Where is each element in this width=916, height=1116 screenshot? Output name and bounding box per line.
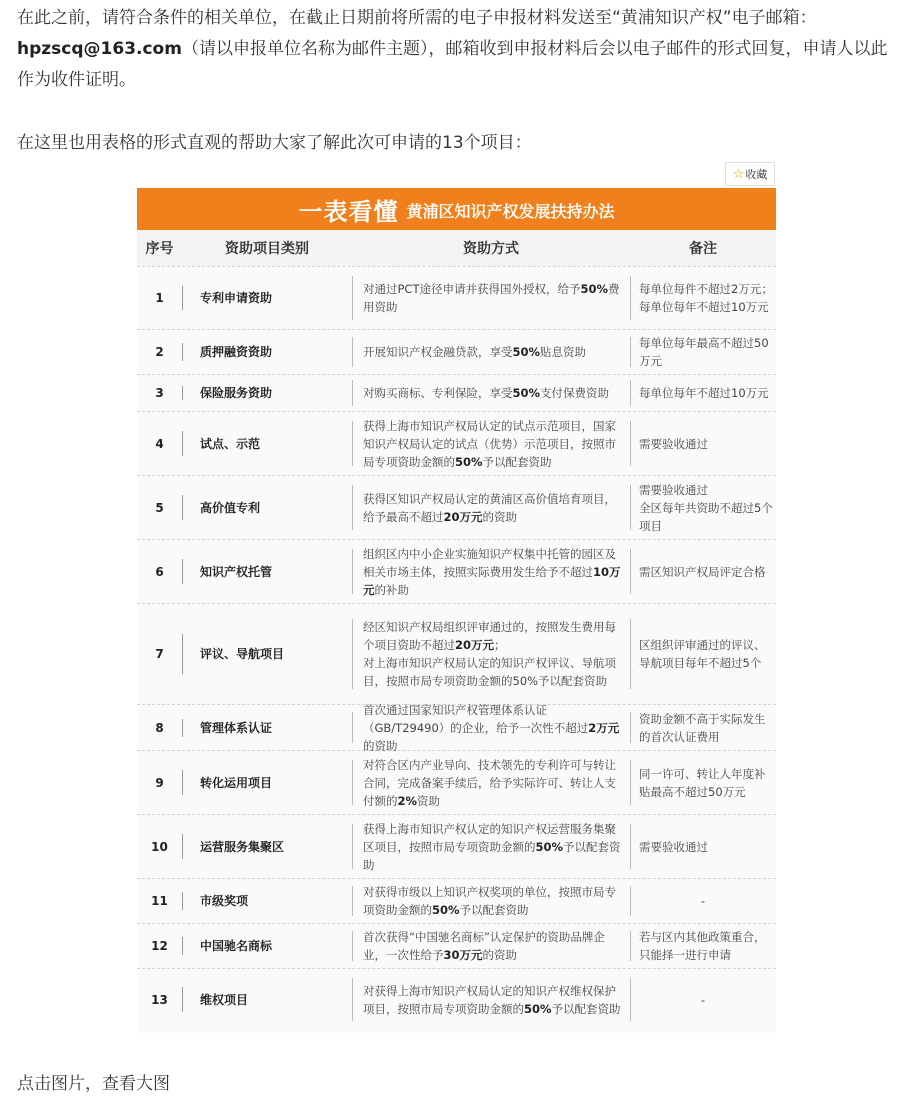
row-category: 管理体系认证 bbox=[182, 705, 352, 750]
note-text: 每单位每件不超过2万元； 每单位每年不超过10万元 bbox=[639, 282, 773, 314]
row-number: 4 bbox=[155, 436, 164, 451]
table-row bbox=[137, 968, 776, 1030]
note-text: 同一许可、转让人年度补贴最高不超过50万元 bbox=[639, 766, 766, 799]
note-text: 需要验收通过 bbox=[639, 436, 708, 451]
method-text: 获得上海市知识产权认定的知识产权运营服务集聚区项目，按照市局专项资助金额的 bbox=[363, 821, 616, 854]
method-highlight: 10万元 bbox=[363, 564, 621, 597]
row-note bbox=[630, 815, 776, 878]
table-row bbox=[137, 475, 776, 539]
note-text: 需区知识产权局评定合格 bbox=[639, 564, 766, 579]
table-row bbox=[137, 603, 776, 704]
table-header bbox=[137, 230, 776, 266]
method-text: 经区知识产权局组织评审通过的，按照发生费用每个项目资助不超过 bbox=[363, 620, 616, 652]
method-highlight: 30万元 bbox=[443, 948, 483, 962]
note-text: 每单位每年不超过10万元 bbox=[639, 386, 769, 400]
row-number: 9 bbox=[155, 775, 164, 790]
table-row bbox=[137, 923, 776, 968]
table-row bbox=[137, 411, 776, 475]
table-row bbox=[137, 266, 776, 329]
method-text: 获得上海市知识产权局认定的试点示范项目，国家知识产权局认定的试点（优势）示范项目，按照市局专项资助金额的 bbox=[363, 418, 616, 469]
row-number: 5 bbox=[155, 500, 164, 515]
row-number: 2 bbox=[155, 345, 164, 359]
note-text: 需要验收通过 全区每年共资助不超过5个项目 bbox=[639, 482, 773, 533]
method-text-after: 予以配套资助 bbox=[551, 1001, 621, 1016]
method-highlight: 50% bbox=[524, 1001, 552, 1016]
row-method bbox=[352, 412, 630, 475]
intro-line2: （请以申报单位名称为邮件主题），邮箱收到申报材料后会以电子邮件的形式回复，申请人以此作为收件证明。 bbox=[17, 39, 888, 90]
view-large-image-text[interactable]: 点击图片，查看大图 bbox=[17, 1074, 170, 1094]
header-method: 资助方式 bbox=[463, 241, 519, 257]
row-note bbox=[630, 540, 776, 603]
method-text: 开展知识产权金融贷款，享受 bbox=[363, 345, 513, 359]
table-row bbox=[137, 878, 776, 923]
star-icon: ☆ bbox=[732, 166, 745, 182]
email-address[interactable]: hpzscq@163.com bbox=[17, 39, 182, 59]
row-number: 3 bbox=[155, 386, 164, 400]
table-intro-paragraph: 在这里也用表格的形式直观的帮助大家了解此次可申请的13个项目： bbox=[17, 133, 532, 153]
banner-title: 一表看懂 bbox=[298, 197, 399, 226]
submission-paragraph bbox=[17, 3, 897, 96]
method-highlight: 50% bbox=[455, 454, 483, 469]
row-category: 高价值专利 bbox=[182, 476, 352, 539]
row-category: 市级奖项 bbox=[182, 879, 352, 923]
row-note bbox=[630, 412, 776, 475]
method-text: 对获得上海市知识产权局认定的知识产权维权保护项目，按照市局专项资助金额的 bbox=[363, 983, 616, 1016]
method-text-after: 的资助 bbox=[482, 509, 518, 524]
note-text: 需要验收通过 bbox=[639, 839, 708, 854]
row-note bbox=[630, 330, 776, 374]
row-number: 12 bbox=[151, 939, 168, 953]
row-method bbox=[352, 702, 630, 753]
row-number: 11 bbox=[151, 894, 168, 908]
row-number: 13 bbox=[151, 992, 168, 1007]
method-highlight: 50% bbox=[512, 345, 541, 359]
row-number: 1 bbox=[155, 291, 164, 305]
method-text-after: 予以配套资助 bbox=[459, 903, 529, 917]
method-highlight: 20万元 bbox=[443, 509, 483, 524]
row-number: 7 bbox=[155, 647, 164, 661]
table-row bbox=[137, 814, 776, 878]
method-highlight: 50% bbox=[535, 839, 564, 854]
row-number: 10 bbox=[151, 839, 168, 854]
favorite-label: 收藏 bbox=[745, 168, 768, 181]
banner-subtitle: 黄浦区知识产权发展扶持办法 bbox=[406, 202, 615, 221]
note-text: - bbox=[700, 894, 706, 908]
row-category: 维权项目 bbox=[182, 969, 352, 1030]
method-highlight: 2万元 bbox=[588, 720, 620, 735]
row-method bbox=[352, 751, 630, 814]
note-text: 资助金额不高于实际发生的首次认证费用 bbox=[639, 711, 766, 744]
note-text: 若与区内其他政策重合，只能择一进行申请 bbox=[639, 930, 766, 962]
method-text: 对购买商标、专利保险，享受 bbox=[363, 386, 513, 400]
method-text-after: 予以配套资助 bbox=[363, 839, 621, 872]
row-method bbox=[352, 330, 630, 374]
table-banner bbox=[137, 188, 776, 230]
method-text: 获得区知识产权局认定的黄浦区高价值培育项目，给予最高不超过 bbox=[363, 491, 616, 524]
method-highlight: 2% bbox=[397, 793, 418, 808]
row-method bbox=[352, 924, 630, 968]
method-text-after: 支付保费资助 bbox=[540, 386, 610, 400]
row-method bbox=[352, 267, 630, 329]
row-note bbox=[630, 267, 776, 329]
note-text: 每单位每年最高不超过50万元 bbox=[639, 336, 769, 368]
table-body bbox=[137, 266, 776, 1030]
method-text-after: 费用资助 bbox=[363, 282, 620, 314]
row-note bbox=[630, 705, 776, 750]
row-note bbox=[630, 924, 776, 968]
row-method bbox=[352, 476, 630, 539]
method-highlight: 50% bbox=[580, 282, 609, 296]
method-text-after: 贴息资助 bbox=[540, 345, 587, 359]
policy-table-image[interactable] bbox=[137, 188, 776, 1033]
row-number: 6 bbox=[155, 564, 164, 579]
row-note bbox=[630, 476, 776, 539]
method-text-after: 的资助 bbox=[482, 948, 518, 962]
row-category: 知识产权托管 bbox=[182, 540, 352, 603]
row-note bbox=[630, 969, 776, 1030]
table-row bbox=[137, 539, 776, 603]
intro-line1: 在此之前，请符合条件的相关单位，在截止日期前将所需的电子申报材料发送至“黄浦知识产权”电子邮箱： bbox=[17, 8, 817, 28]
favorite-button[interactable] bbox=[725, 162, 775, 186]
row-category: 专利申请资助 bbox=[182, 267, 352, 329]
method-text: 首次获得“中国驰名商标”认定保护的资助品牌企业，一次性给予 bbox=[363, 930, 605, 962]
row-category: 质押融资资助 bbox=[182, 330, 352, 374]
row-note bbox=[630, 375, 776, 411]
row-method bbox=[352, 540, 630, 603]
method-text: 对通过PCT途径申请并获得国外授权，给予 bbox=[363, 282, 581, 296]
row-category: 试点、示范 bbox=[182, 412, 352, 475]
method-text-after: 的补助 bbox=[374, 582, 409, 597]
table-row bbox=[137, 329, 776, 374]
row-category: 评议、导航项目 bbox=[182, 604, 352, 704]
method-highlight: 20万元 bbox=[455, 638, 495, 652]
method-text-after: ； 对上海市知识产权局认定的知识产权评议、导航项目，按照市局专项资助金额的50%予以配套资助 bbox=[363, 638, 616, 688]
table-row bbox=[137, 750, 776, 814]
row-number: 8 bbox=[155, 720, 164, 735]
row-note bbox=[630, 751, 776, 814]
header-note: 备注 bbox=[689, 241, 717, 257]
table-row bbox=[137, 702, 776, 753]
method-text: 组织区内中小企业实施知识产权集中托管的园区及相关市场主体，按照实际费用发生给予不超过 bbox=[363, 546, 616, 579]
method-text: 首次通过国家知识产权管理体系认证（GB/T29490）的企业，给予一次性不超过 bbox=[363, 702, 589, 735]
row-category: 转化运用项目 bbox=[182, 751, 352, 814]
row-method bbox=[352, 815, 630, 878]
row-method bbox=[352, 969, 630, 1030]
method-text: 对获得市级以上知识产权奖项的单位，按照市局专项资助金额的 bbox=[363, 885, 616, 917]
row-note bbox=[630, 879, 776, 923]
row-category: 运营服务集聚区 bbox=[182, 815, 352, 878]
row-method bbox=[352, 375, 630, 411]
method-highlight: 50% bbox=[432, 903, 460, 917]
table-row bbox=[137, 374, 776, 411]
row-category: 保险服务资助 bbox=[182, 375, 352, 411]
row-method bbox=[352, 604, 630, 704]
method-text-after: 予以配套资助 bbox=[482, 454, 552, 469]
method-text-after: 的资助 bbox=[363, 738, 398, 753]
row-method bbox=[352, 879, 630, 923]
header-no: 序号 bbox=[145, 241, 174, 257]
method-text: 对符合区内产业导向、技术领先的专利许可与转让合同，完成备案手续后，给予实际许可、转让人支付额的 bbox=[363, 757, 616, 808]
method-text-after: 资助 bbox=[417, 793, 441, 808]
row-note bbox=[630, 604, 776, 704]
header-category: 资助项目类别 bbox=[225, 241, 309, 257]
note-text: 区组织评审通过的评议、导航项目每年不超过5个 bbox=[639, 638, 766, 670]
method-highlight: 50% bbox=[512, 386, 541, 400]
note-text: - bbox=[700, 992, 706, 1007]
row-category: 中国驰名商标 bbox=[182, 924, 352, 968]
